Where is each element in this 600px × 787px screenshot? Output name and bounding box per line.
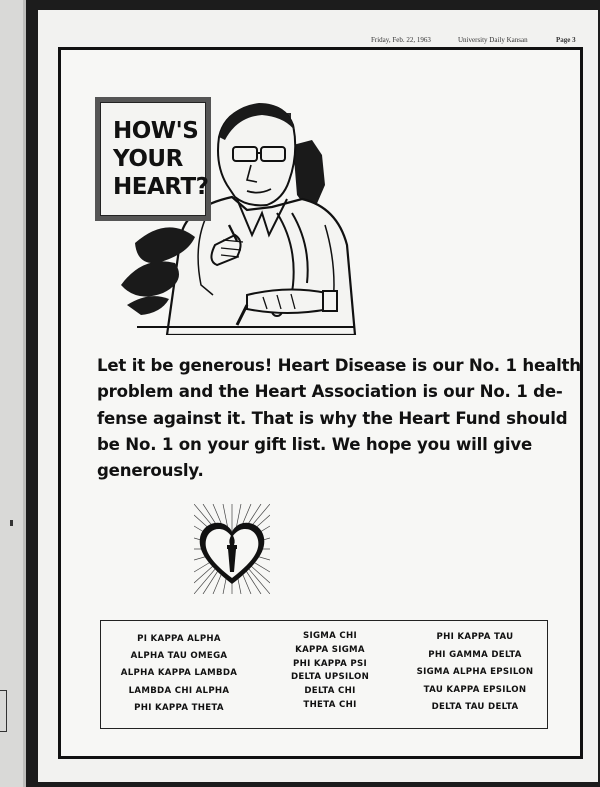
newspaper-page [38, 10, 598, 782]
fraternity-column-2 [257, 621, 403, 713]
fraternity-name: PHI KAPPA THETA [134, 702, 224, 713]
appeal-line: fense against it. That is why the Heart Fund should [97, 408, 568, 428]
sign-line: YOUR [113, 146, 183, 172]
sign-line: HOW'S [113, 118, 199, 144]
fraternity-name: DELTA CHI [304, 686, 356, 697]
heart-fund-advertisement [58, 47, 583, 759]
fraternity-column-1 [101, 621, 257, 717]
fraternity-name: ALPHA TAU OMEGA [130, 651, 228, 662]
fraternity-name: PHI KAPPA TAU [436, 632, 514, 642]
fraternity-name: TAU KAPPA EPSILON [423, 684, 527, 695]
adjacent-page-strip [0, 0, 26, 787]
fraternity-name: THETA CHI [303, 699, 357, 710]
appeal-line: Let it be generous! Heart Disease is our No. 1 health [97, 356, 581, 375]
fraternity-name: ALPHA KAPPA LAMBDA [120, 668, 238, 679]
margin-bracket [0, 690, 7, 732]
heart-torch-emblem [194, 504, 270, 594]
header-page-number: Page 3 [556, 36, 576, 44]
sponsor-fraternities-box [100, 620, 548, 729]
fraternity-name: PI KAPPA ALPHA [137, 634, 221, 644]
fraternity-name: DELTA TAU DELTA [431, 702, 519, 713]
fraternity-name: SIGMA CHI [302, 631, 358, 641]
page-edge [23, 0, 26, 787]
header-date: Friday, Feb. 22, 1963 [371, 36, 431, 44]
hows-your-heart-sign [95, 97, 211, 221]
sign-panel [100, 102, 209, 216]
fraternity-name: KAPPA SIGMA [295, 644, 365, 655]
fraternity-column-3 [403, 621, 547, 717]
fraternity-name: DELTA UPSILON [290, 672, 370, 683]
appeal-line: problem and the Heart Association is our No. 1 de- [97, 382, 563, 402]
fraternity-name: PHI GAMMA DELTA [428, 649, 522, 660]
appeal-line: generously. [97, 461, 204, 481]
appeal-line: be No. 1 on your gift list. We hope you will give [97, 434, 533, 454]
sign-line: HEART? [113, 174, 209, 200]
appeal-paragraph [97, 353, 581, 484]
fraternity-name: LAMBDA CHI ALPHA [128, 685, 230, 696]
fraternity-name: SIGMA ALPHA EPSILON [416, 667, 534, 678]
fraternity-name: PHI KAPPA PSI [292, 658, 368, 669]
header-paper-name: University Daily Kansan [458, 36, 528, 44]
margin-mark [10, 520, 13, 526]
